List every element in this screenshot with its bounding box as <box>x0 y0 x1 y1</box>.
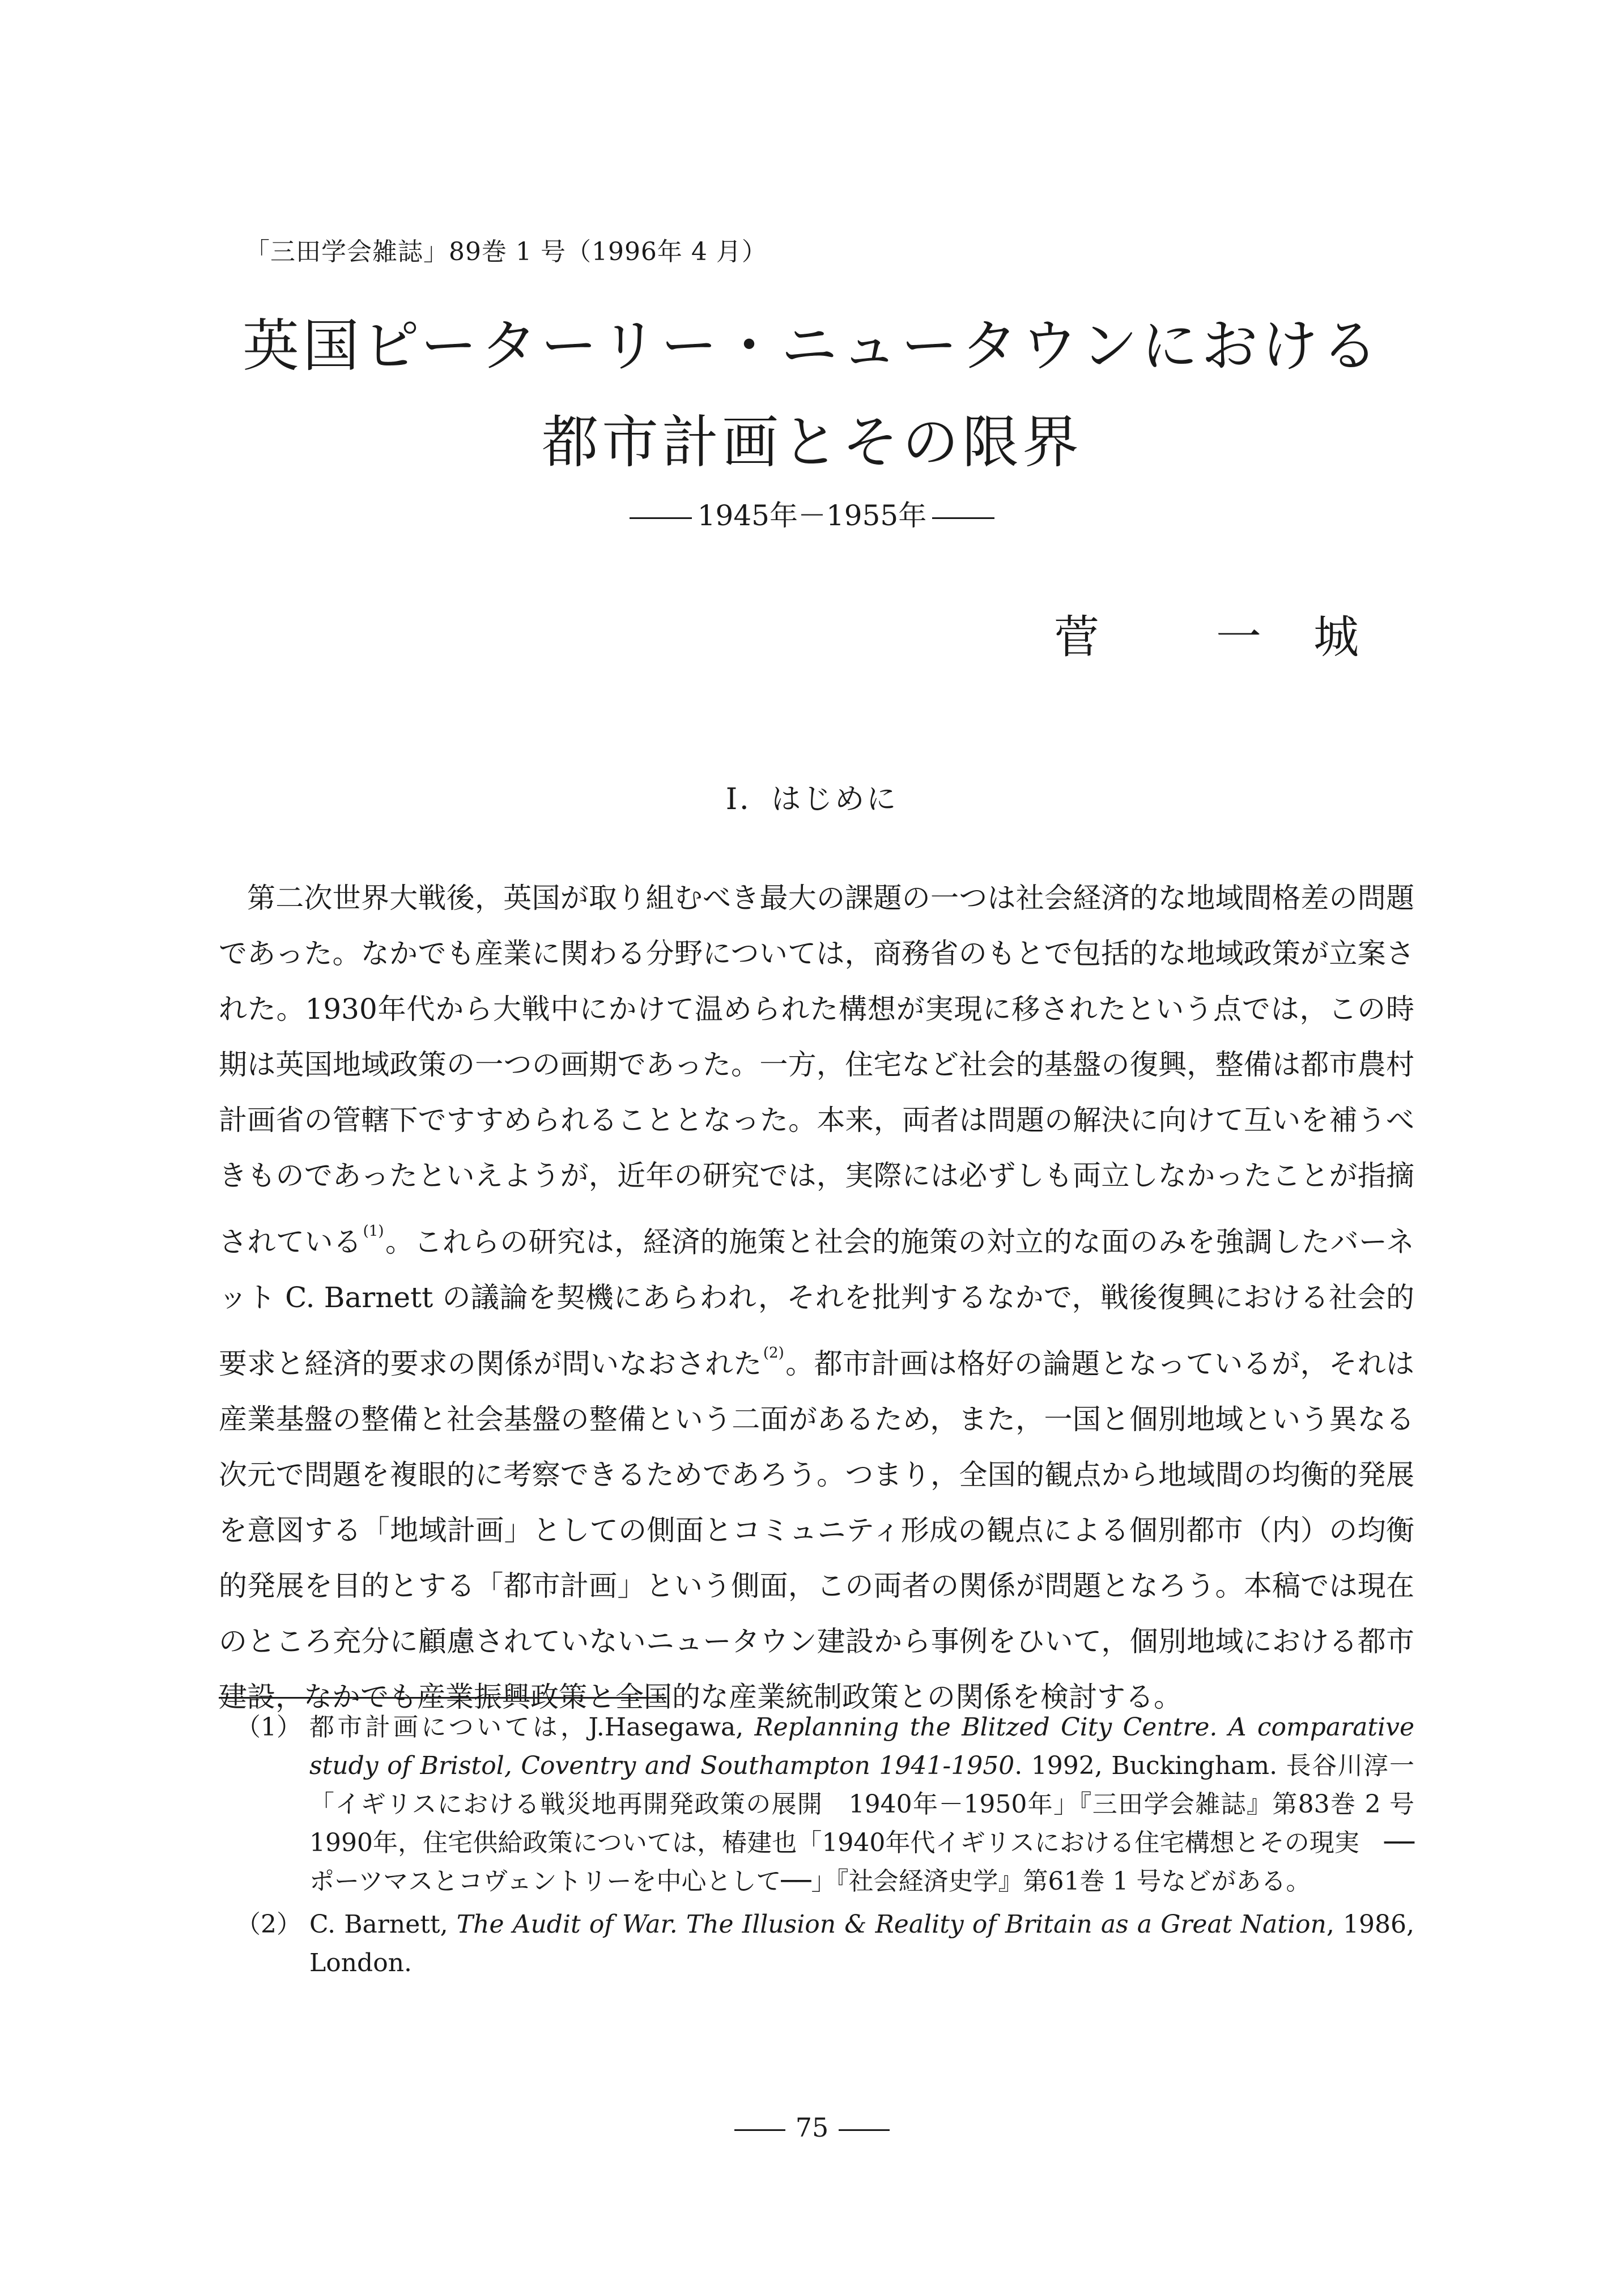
body-text-part-1: 第二次世界大戦後，英国が取り組むべき最大の課題の一つは社会経済的な地域間格差の問題であった。なかでも産業に関わる分野については，商務省のもとで包括的な地域政策が立案された。1930年代から大戦中にかけて温められた構想が実現に移されたという点では，この時期は英国地域政策の一つの画期であった。一方，住宅など社会的基盤の復興，整備は都市農村計画省の管轄下ですすめられることとなった。本来，両者は問題の解決に向けて互いを補うべきものであったといえようが，近年の研究では，実際には必ずしも両立しなかったことが指摘されている <box>219 882 1414 1258</box>
footnote-cited-title: Replanning the Blitzed City Centre. A comparative study of Bristol, Coventry and Southampton 1941-1950 <box>309 1713 1414 1780</box>
section-heading: Ⅰ．はじめに <box>725 782 899 816</box>
page-number <box>0 2112 1624 2143</box>
author-given-name: 一 城 <box>1216 611 1362 663</box>
author-name <box>1054 601 1362 666</box>
body-text-part-2: 。これらの研究は，経済的施策と社会的施策の対立的な面のみを強調したバーネット C. Barnett の議論を契機にあらわれ，それを批判するなかで，戦後復興における社会的要求と経済的要求の関係が問いなおされた <box>219 1226 1415 1380</box>
footnote-text: C. Barnett, <box>309 1910 457 1939</box>
footnote-ref-2: (2) <box>763 1345 784 1362</box>
body-text-part-3: 。都市計画は格好の論題となっているが，それは産業基盤の整備と社会基盤の整備という二面があるため，また，一国と個別地域という異なる次元で問題を複眼的に考察できるためであろう。つまり，全国的観点から地域間の均衡的発展を意図する「地域計画」としての側面とコミュニティ形成の観点による個別都市（内）の均衡的発展を目的とする「都市計画」という側面，この両者の関係が問題となろう。本稿では現在のところ充分に顧慮されていないニュータウン建設から事例をひいて，個別地域における都市建設，なかでも産業振興政策と全国的な産業統制政策との関係を検討する。 <box>219 1347 1415 1713</box>
title-line-1: 英国ピーターリー・ニュータウンにおける <box>243 313 1381 379</box>
page-number-dash-right <box>839 2129 890 2131</box>
journal-reference: 「三田学会雑誌」89巻 1 号（1996年 4 月） <box>245 237 767 266</box>
footnotes <box>219 1708 1439 1987</box>
title-line-2: 都市計画とその限界 <box>542 409 1082 475</box>
footnote-cited-title: The Audit of War. The Illusion & Reality of Britain as a Great Nation <box>456 1910 1327 1939</box>
subtitle <box>0 493 1624 534</box>
body-paragraph <box>219 870 1414 1725</box>
footnote-ref-1: (1) <box>363 1223 384 1240</box>
page-number-value: 75 <box>795 2112 829 2143</box>
footnote-number: （1） <box>236 1713 301 1742</box>
footnote-text: . 1992, Buckingham. 長谷川淳一「イギリスにおける戦災地再開発政策の展開 1940年－1950年」『三田学会雑誌』第83巻 2 号 1990年，住宅供給政策については，椿建也「1940年代イギリスにおける住宅構想とその現実 ──ポーツマスとコヴェントリーを中心として──」『社会経済史学』第61巻 1 号などがある。 <box>309 1751 1439 1896</box>
subtitle-dash-right <box>932 517 994 519</box>
subtitle-text: 1945年－1955年 <box>697 499 927 532</box>
footnote-divider <box>219 1697 666 1699</box>
footnote-1 <box>219 1708 1439 1901</box>
footnote-text: , 1986, London. <box>309 1910 1414 1977</box>
body-text <box>219 870 1414 1725</box>
page-number-dash-left <box>734 2129 785 2131</box>
footnote-text: 都市計画については，J.Hasegawa, <box>309 1713 755 1742</box>
author-surname: 菅 <box>1054 611 1103 663</box>
footnote-number: （2） <box>236 1910 301 1939</box>
footnote-2 <box>219 1905 1414 1983</box>
subtitle-dash-left <box>630 517 692 519</box>
